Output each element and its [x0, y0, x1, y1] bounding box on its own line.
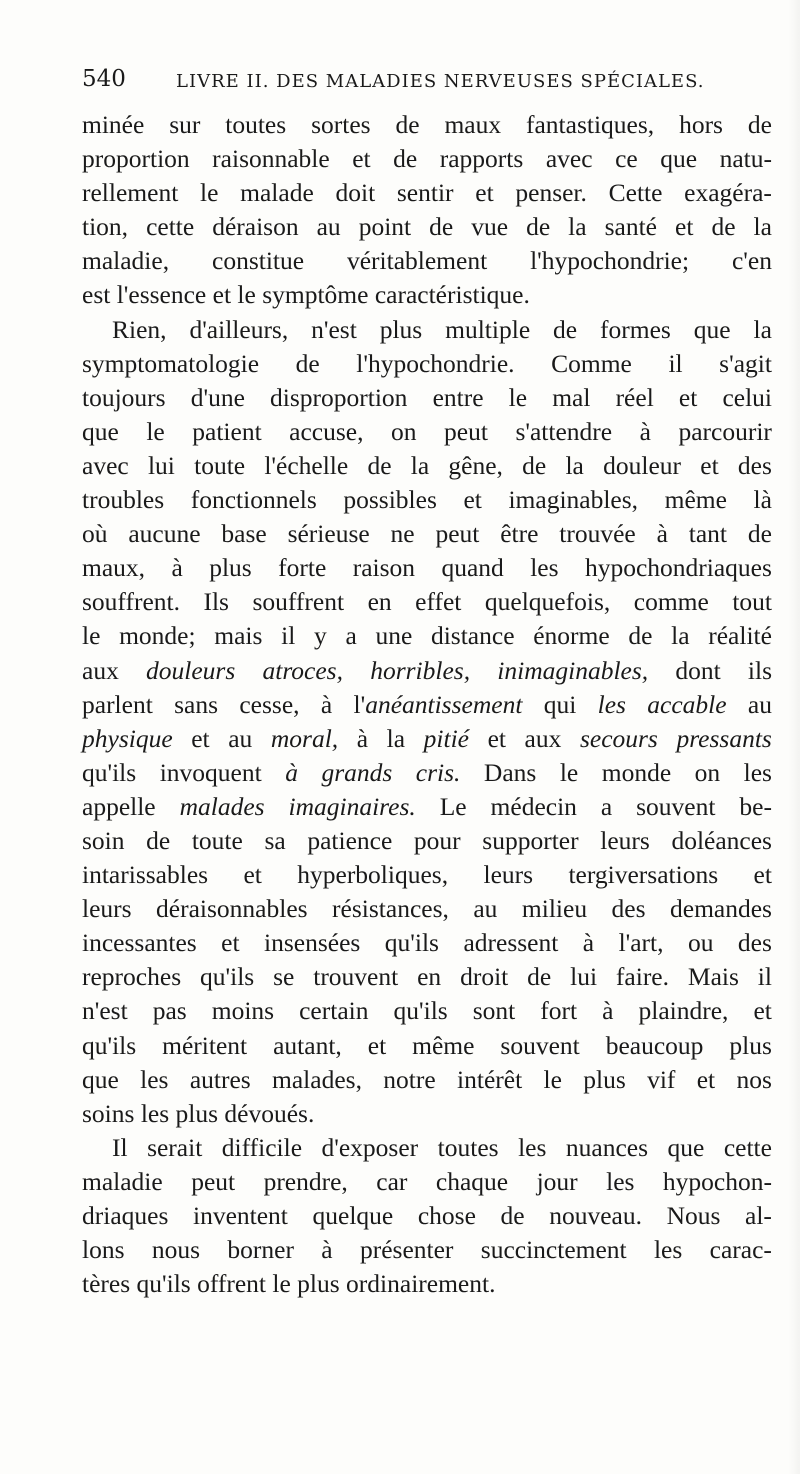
text-line: n'est pas moins certain qu'ils sont fort à plaindre, et — [82, 996, 772, 1026]
text-line: qu'ils invoquent à grands cris. Dans le monde on les — [82, 757, 772, 787]
text-line: proportion raisonnable et de rapports avec ce que natu- — [82, 144, 772, 174]
page-number: 540 — [82, 66, 126, 92]
text-line: toujours d'une disproportion entre le mal réel et celui — [82, 382, 772, 412]
text-line: troubles fonctionnels possibles et imaginables, même là — [82, 485, 772, 515]
text-line: qu'ils méritent autant, et même souvent beaucoup plus — [82, 1030, 772, 1060]
running-head — [82, 66, 772, 106]
text-line: maladie, constitue véritablement l'hypochondrie; c'en — [82, 246, 772, 276]
text-line: aux douleurs atroces, horribles, inimaginables, dont ils — [82, 655, 772, 685]
text-line: soins les plus dévoués. — [82, 1098, 315, 1128]
text-line: où aucune base sérieuse ne peut être trouvée à tant de — [82, 519, 772, 549]
text-line: maux, à plus forte raison quand les hypochondriaques — [82, 553, 772, 583]
text-line: appelle malades imaginaires. Le médecin a souvent be- — [82, 791, 772, 821]
text-line: tères qu'ils offrent le plus ordinairement. — [82, 1269, 496, 1299]
text-line: est l'essence et le symptôme caractéristique. — [82, 280, 530, 310]
text-line: parlent sans cesse, à l'anéantissement qui les accable au — [82, 689, 772, 719]
text-line: incessantes et insensées qu'ils adressent à l'art, ou des — [82, 928, 772, 958]
text-line: reproches qu'ils se trouvent en droit de lui faire. Mais il — [82, 962, 772, 992]
text-line: avec lui toute l'échelle de la gêne, de la douleur et des — [82, 450, 772, 480]
text-line: maladie peut prendre, car chaque jour les hypochon- — [82, 1166, 772, 1196]
text-line: symptomatologie de l'hypochondrie. Comme il s'agit — [82, 348, 772, 378]
text-line: lons nous borner à présenter succinctement les carac- — [82, 1235, 772, 1265]
text-line: minée sur toutes sortes de maux fantastiques, hors de — [82, 110, 772, 139]
text-line: souffrent. Ils souffrent en effet quelquefois, comme tout — [82, 587, 772, 617]
text-line: soin de toute sa patience pour supporter leurs doléances — [82, 825, 772, 855]
text-line: driaques inventent quelque chose de nouveau. Nous al- — [82, 1201, 772, 1230]
text-line: physique et au moral, à la pitié et aux secours pressants — [82, 723, 772, 753]
text-line: le monde; mais il y a une distance énorme de la réalité — [82, 621, 772, 651]
body-text — [82, 108, 772, 1301]
text-line: leurs déraisonnables résistances, au milieu des demandes — [82, 894, 772, 924]
header-title: LIVRE II. DES MALADIES NERVEUSES SPÉCIALES. — [176, 71, 705, 92]
text-line: que le patient accuse, on peut s'attendre à parcourir — [82, 416, 772, 446]
page-edge — [788, 0, 800, 1474]
text-line: que les autres malades, notre intérêt le plus vif et nos — [82, 1064, 772, 1094]
text-line: intarissables et hyperboliques, leurs tergiversations et — [82, 860, 772, 890]
text-line: tion, cette déraison au point de vue de la santé et de la — [82, 212, 772, 242]
text-line: rellement le malade doit sentir et penser. Cette exagéra- — [82, 178, 772, 208]
text-line: Rien, d'ailleurs, n'est plus multiple de formes que la — [112, 314, 772, 344]
text-line: Il serait difficile d'exposer toutes les nuances que cette — [112, 1132, 772, 1162]
